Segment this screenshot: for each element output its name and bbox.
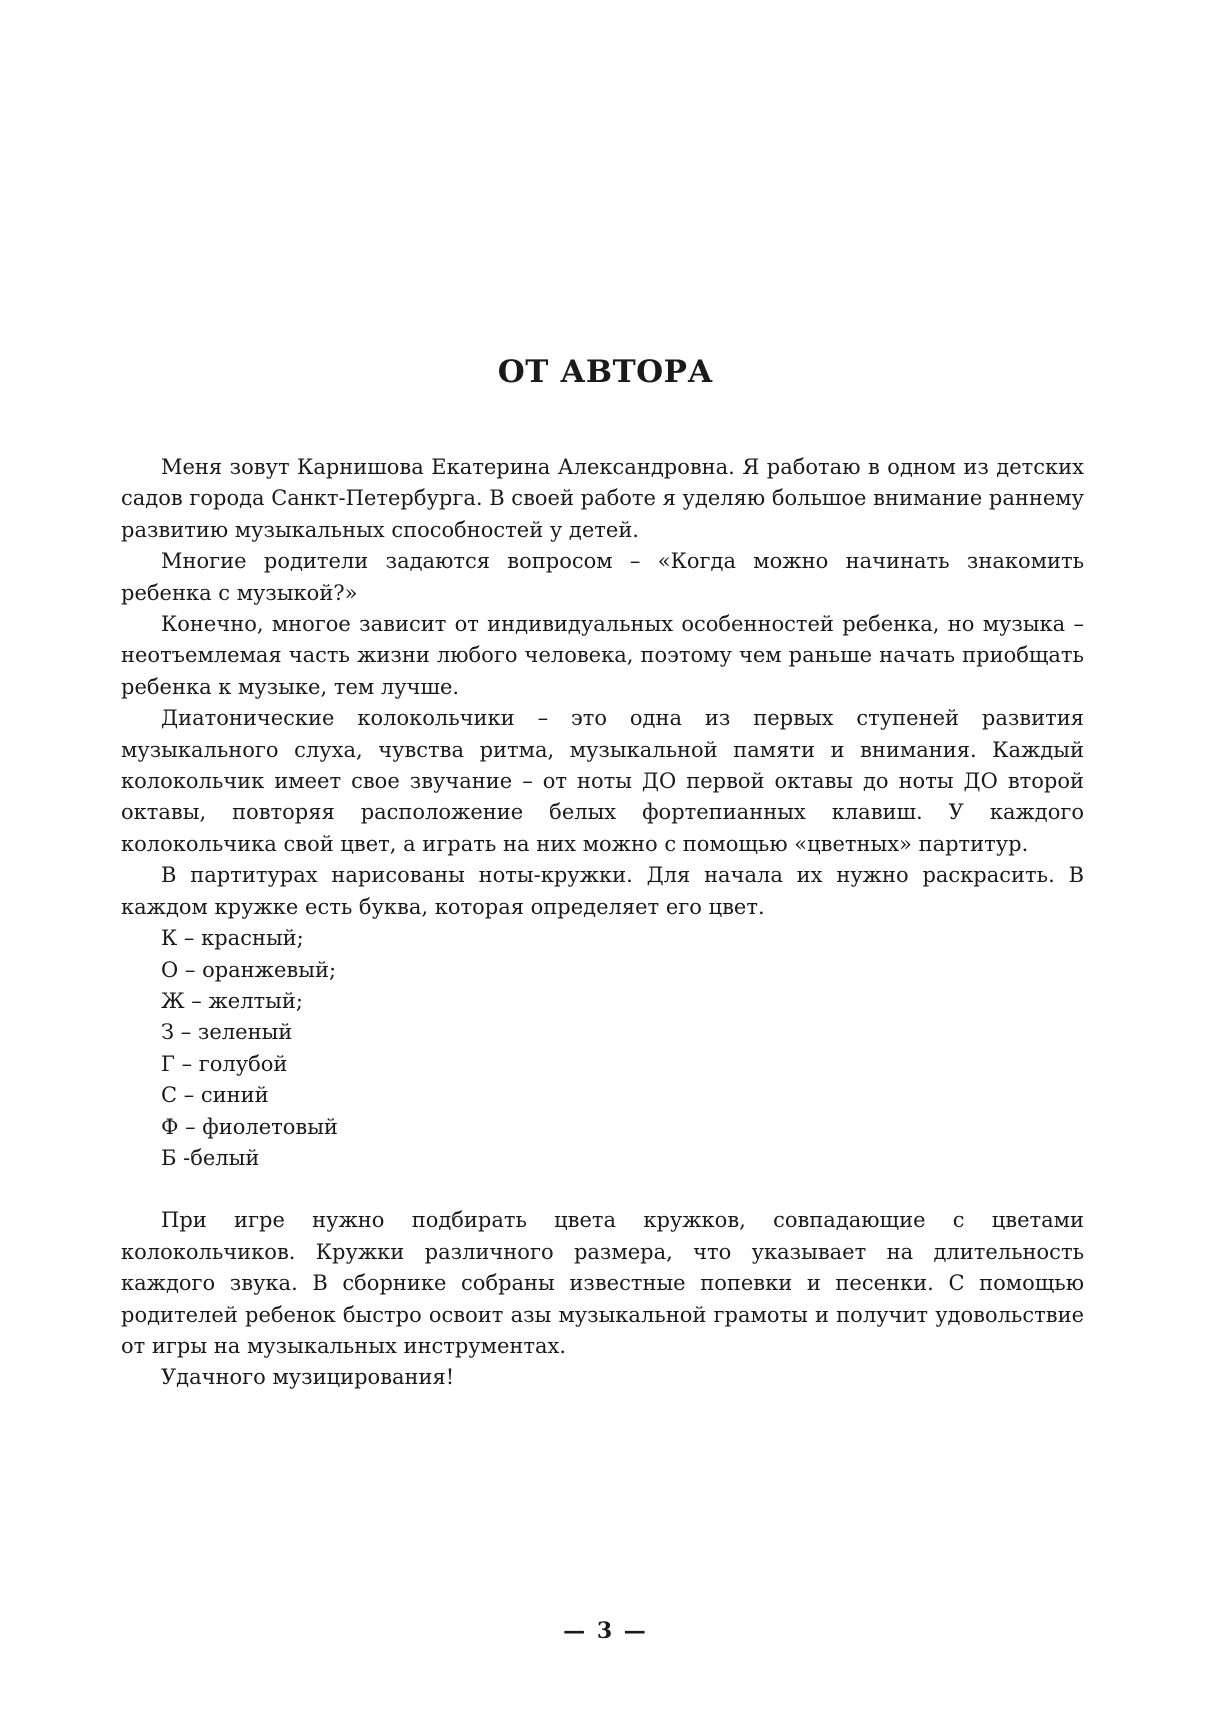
color-legend-item: Ф – фиолетовый <box>161 1114 338 1139</box>
page-title: ОТ АВТОРА <box>497 354 714 390</box>
section-spacer <box>121 1174 1084 1205</box>
color-legend-item: С – синий <box>161 1083 269 1108</box>
color-legend-item: Ж – желтый; <box>161 988 303 1013</box>
color-legend-item: О – оранжевый; <box>161 957 337 982</box>
color-legend-item: К – красный; <box>161 926 304 951</box>
color-legend-item: З – зеленый <box>161 1020 293 1045</box>
color-legend-item: Б -белый <box>161 1145 260 1170</box>
paragraph-scores: В партитурах нарисованы ноты-кружки. Для начала их нужно раскрасить. В каждом кружке есть буква, которая определяет его цвет. <box>121 863 1084 919</box>
paragraph-closing: Удачного музицирования! <box>161 1365 455 1390</box>
color-legend-list <box>121 923 1084 1174</box>
body-text <box>121 452 1084 1394</box>
paragraph-intro: Меня зовут Карнишова Екатерина Александровна. Я работаю в одном из детских садов города Санкт-Петербурга. В своей работе я уделяю большое внимание раннему развитию музыкальных способностей у детей. <box>121 455 1084 542</box>
paragraph-bells: Диатонические колокольчики – это одна из первых ступеней развития музыкального слуха, чувства ритма, музыкальной памяти и внимания. Каждый колокольчик имеет свое звучание – от ноты ДО первой октавы до ноты ДО второй октавы, повторяя расположение белых фортепианных клавиш. У каждого колокольчика свой цвет, а играть на них можно с помощью «цветных» партитур. <box>121 706 1084 856</box>
paragraph-answer: Конечно, многое зависит от индивидуальных особенностей ребенка, но музыка – неотъемлемая часть жизни любого человека, поэтому чем раньше начать приобщать ребенка к музыке, тем лучше. <box>121 612 1084 699</box>
page-number: — 3 — <box>563 1618 648 1644</box>
paragraph-question: Многие родители задаются вопросом – «Когда можно начинать знакомить ребенка с музыкой?» <box>121 549 1084 605</box>
paragraph-playing: При игре нужно подбирать цвета кружков, совпадающие с цветами колокольчиков. Кружки различного размера, что указывает на длительность каждого звука. В сборнике собраны известные попевки и песенки. С помощью родителей ребенок быстро освоит азы музыкальной грамоты и получит удовольствие от игры на музыкальных инструментах. <box>121 1208 1084 1358</box>
color-legend-item: Г – голубой <box>161 1051 288 1076</box>
